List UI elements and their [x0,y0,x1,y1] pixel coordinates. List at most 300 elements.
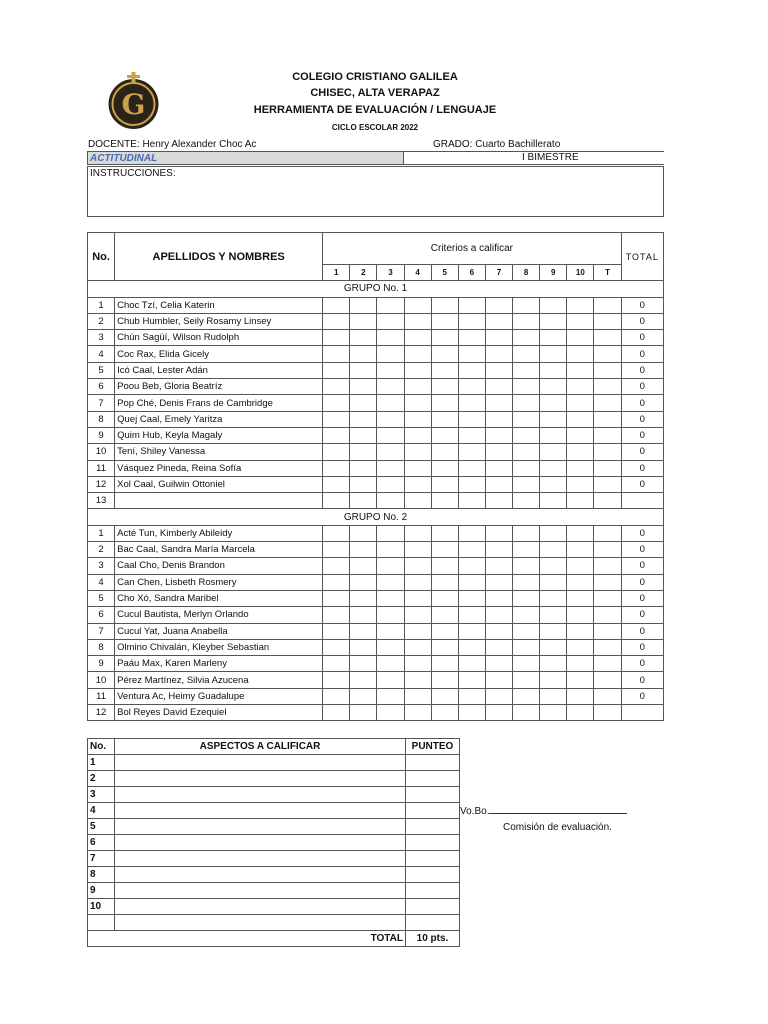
score-cell[interactable] [540,639,567,655]
aspect-score[interactable] [406,867,460,883]
score-cell[interactable] [458,411,485,427]
score-cell[interactable] [458,297,485,313]
aspect-score[interactable] [406,771,460,787]
score-cell[interactable] [567,558,594,574]
score-cell[interactable] [485,590,512,606]
score-cell[interactable] [458,672,485,688]
aspect-score[interactable] [406,803,460,819]
score-cell[interactable] [485,476,512,492]
score-cell[interactable] [513,346,540,362]
score-cell[interactable] [540,362,567,378]
score-cell[interactable] [377,395,404,411]
score-cell[interactable] [431,656,458,672]
score-cell[interactable] [404,623,431,639]
score-cell[interactable] [431,313,458,329]
score-cell[interactable] [431,672,458,688]
score-cell[interactable] [323,346,350,362]
score-cell[interactable] [323,607,350,623]
score-cell[interactable] [377,313,404,329]
score-cell[interactable] [404,672,431,688]
score-cell[interactable] [485,607,512,623]
score-cell[interactable] [404,590,431,606]
aspect-score[interactable] [406,883,460,899]
score-cell[interactable] [594,590,621,606]
score-cell[interactable] [458,444,485,460]
score-cell[interactable] [431,476,458,492]
score-cell[interactable] [431,705,458,721]
score-cell[interactable] [431,525,458,541]
score-cell[interactable] [485,558,512,574]
score-cell[interactable] [594,574,621,590]
score-cell[interactable] [567,395,594,411]
score-cell[interactable] [567,297,594,313]
score-cell[interactable] [567,379,594,395]
score-cell[interactable] [594,639,621,655]
score-cell[interactable] [594,411,621,427]
score-cell[interactable] [323,558,350,574]
score-cell[interactable] [377,493,404,509]
score-cell[interactable] [513,297,540,313]
score-cell[interactable] [485,623,512,639]
score-cell[interactable] [350,476,377,492]
score-cell[interactable] [431,542,458,558]
aspect-score[interactable] [406,819,460,835]
score-cell[interactable] [323,411,350,427]
score-cell[interactable] [431,460,458,476]
score-cell[interactable] [350,297,377,313]
score-cell[interactable] [323,379,350,395]
score-cell[interactable] [404,476,431,492]
score-cell[interactable] [323,639,350,655]
score-cell[interactable] [350,346,377,362]
score-cell[interactable] [458,493,485,509]
score-cell[interactable] [485,656,512,672]
score-cell[interactable] [540,558,567,574]
score-cell[interactable] [404,330,431,346]
score-cell[interactable] [540,574,567,590]
score-cell[interactable] [540,688,567,704]
score-cell[interactable] [485,379,512,395]
score-cell[interactable] [404,297,431,313]
score-cell[interactable] [567,607,594,623]
score-cell[interactable] [377,558,404,574]
score-cell[interactable] [431,297,458,313]
score-cell[interactable] [540,427,567,443]
score-cell[interactable] [513,460,540,476]
score-cell[interactable] [323,395,350,411]
score-cell[interactable] [431,346,458,362]
score-cell[interactable] [485,313,512,329]
score-cell[interactable] [485,542,512,558]
score-cell[interactable] [377,525,404,541]
score-cell[interactable] [567,688,594,704]
score-cell[interactable] [567,411,594,427]
score-cell[interactable] [458,688,485,704]
aspect-score[interactable] [406,835,460,851]
score-cell[interactable] [323,444,350,460]
score-cell[interactable] [540,411,567,427]
score-cell[interactable] [350,558,377,574]
score-cell[interactable] [513,444,540,460]
score-cell[interactable] [431,493,458,509]
score-cell[interactable] [404,411,431,427]
score-cell[interactable] [458,639,485,655]
score-cell[interactable] [350,362,377,378]
score-cell[interactable] [377,346,404,362]
score-cell[interactable] [485,330,512,346]
score-cell[interactable] [458,542,485,558]
score-cell[interactable] [350,395,377,411]
score-cell[interactable] [458,705,485,721]
score-cell[interactable] [567,346,594,362]
score-cell[interactable] [404,346,431,362]
score-cell[interactable] [458,313,485,329]
aspect-description[interactable] [115,851,406,867]
aspect-description[interactable] [115,883,406,899]
score-cell[interactable] [513,525,540,541]
score-cell[interactable] [323,525,350,541]
score-cell[interactable] [458,362,485,378]
score-cell[interactable] [350,607,377,623]
score-cell[interactable] [431,688,458,704]
score-cell[interactable] [567,362,594,378]
score-cell[interactable] [485,411,512,427]
score-cell[interactable] [540,493,567,509]
aspect-description[interactable] [115,803,406,819]
score-cell[interactable] [431,395,458,411]
score-cell[interactable] [485,493,512,509]
score-cell[interactable] [323,656,350,672]
score-cell[interactable] [485,427,512,443]
score-cell[interactable] [377,639,404,655]
score-cell[interactable] [377,460,404,476]
score-cell[interactable] [404,525,431,541]
score-cell[interactable] [377,476,404,492]
score-cell[interactable] [513,688,540,704]
score-cell[interactable] [540,672,567,688]
score-cell[interactable] [323,672,350,688]
score-cell[interactable] [540,590,567,606]
score-cell[interactable] [567,590,594,606]
score-cell[interactable] [540,476,567,492]
score-cell[interactable] [485,672,512,688]
score-cell[interactable] [567,542,594,558]
score-cell[interactable] [431,607,458,623]
score-cell[interactable] [458,379,485,395]
score-cell[interactable] [458,427,485,443]
score-cell[interactable] [458,476,485,492]
score-cell[interactable] [431,558,458,574]
score-cell[interactable] [540,444,567,460]
score-cell[interactable] [594,444,621,460]
score-cell[interactable] [377,688,404,704]
score-cell[interactable] [431,411,458,427]
score-cell[interactable] [540,330,567,346]
student-number: 4 [88,574,115,590]
aspect-description[interactable] [115,787,406,803]
score-cell[interactable] [513,379,540,395]
score-cell[interactable] [594,395,621,411]
aspect-description[interactable] [115,819,406,835]
score-cell[interactable] [431,427,458,443]
score-cell[interactable] [594,297,621,313]
score-cell[interactable] [404,639,431,655]
score-cell[interactable] [485,688,512,704]
score-cell[interactable] [350,574,377,590]
score-cell[interactable] [350,623,377,639]
score-cell[interactable] [431,379,458,395]
score-cell[interactable] [350,525,377,541]
score-cell[interactable] [323,590,350,606]
score-cell[interactable] [350,656,377,672]
score-cell[interactable] [594,379,621,395]
score-cell[interactable] [513,656,540,672]
score-cell[interactable] [567,460,594,476]
score-cell[interactable] [485,297,512,313]
score-cell[interactable] [458,395,485,411]
score-cell[interactable] [594,607,621,623]
score-cell[interactable] [485,574,512,590]
score-cell[interactable] [350,639,377,655]
score-cell[interactable] [513,623,540,639]
score-cell[interactable] [485,705,512,721]
score-cell[interactable] [323,493,350,509]
score-cell[interactable] [431,574,458,590]
score-cell[interactable] [540,379,567,395]
score-cell[interactable] [350,672,377,688]
score-cell[interactable] [594,558,621,574]
aspect-description[interactable] [115,835,406,851]
score-cell[interactable] [594,493,621,509]
score-cell[interactable] [431,362,458,378]
score-cell[interactable] [485,346,512,362]
score-cell[interactable] [404,705,431,721]
score-cell[interactable] [540,460,567,476]
score-cell[interactable] [594,346,621,362]
score-cell[interactable] [323,476,350,492]
score-cell[interactable] [513,639,540,655]
score-cell[interactable] [458,330,485,346]
score-cell[interactable] [404,379,431,395]
score-cell[interactable] [594,623,621,639]
score-cell[interactable] [594,427,621,443]
score-cell[interactable] [404,444,431,460]
score-cell[interactable] [431,444,458,460]
score-cell[interactable] [377,330,404,346]
score-cell[interactable] [594,688,621,704]
score-cell[interactable] [485,460,512,476]
aspect-score[interactable] [406,899,460,915]
score-cell[interactable] [540,542,567,558]
score-cell[interactable] [567,476,594,492]
score-cell[interactable] [350,542,377,558]
score-cell[interactable] [431,590,458,606]
score-cell[interactable] [350,460,377,476]
score-cell[interactable] [377,444,404,460]
score-cell[interactable] [567,623,594,639]
score-cell[interactable] [540,623,567,639]
score-cell[interactable] [431,639,458,655]
score-cell[interactable] [323,427,350,443]
score-cell[interactable] [458,460,485,476]
score-cell[interactable] [404,493,431,509]
score-cell[interactable] [513,558,540,574]
score-cell[interactable] [594,656,621,672]
score-cell[interactable] [377,623,404,639]
score-cell[interactable] [377,607,404,623]
score-cell[interactable] [594,313,621,329]
score-cell[interactable] [377,362,404,378]
score-cell[interactable] [404,688,431,704]
aspect-score[interactable] [406,851,460,867]
score-cell[interactable] [323,542,350,558]
score-cell[interactable] [567,656,594,672]
score-cell[interactable] [377,574,404,590]
score-cell[interactable] [513,705,540,721]
score-cell[interactable] [377,542,404,558]
score-cell[interactable] [458,590,485,606]
score-cell[interactable] [404,558,431,574]
score-cell[interactable] [594,542,621,558]
score-cell[interactable] [540,525,567,541]
aspect-description[interactable] [115,755,406,771]
score-cell[interactable] [323,705,350,721]
aspect-score[interactable] [406,915,460,931]
score-cell[interactable] [513,427,540,443]
score-cell[interactable] [567,493,594,509]
score-cell[interactable] [323,313,350,329]
score-cell[interactable] [567,330,594,346]
score-cell[interactable] [404,542,431,558]
score-cell[interactable] [350,379,377,395]
aspect-description[interactable] [115,771,406,787]
score-cell[interactable] [458,574,485,590]
score-cell[interactable] [323,623,350,639]
score-cell[interactable] [323,460,350,476]
score-cell[interactable] [323,297,350,313]
score-cell[interactable] [377,656,404,672]
aspect-description[interactable] [115,915,406,931]
score-cell[interactable] [567,525,594,541]
score-cell[interactable] [404,574,431,590]
score-cell[interactable] [567,672,594,688]
score-cell[interactable] [513,313,540,329]
score-cell[interactable] [513,395,540,411]
score-cell[interactable] [485,639,512,655]
score-cell[interactable] [458,656,485,672]
score-cell[interactable] [594,672,621,688]
score-cell[interactable] [431,623,458,639]
score-cell[interactable] [350,313,377,329]
score-cell[interactable] [377,297,404,313]
score-cell[interactable] [323,362,350,378]
score-cell[interactable] [567,574,594,590]
aspect-description[interactable] [115,867,406,883]
score-cell[interactable] [594,525,621,541]
score-cell[interactable] [404,460,431,476]
score-cell[interactable] [350,705,377,721]
score-cell[interactable] [458,623,485,639]
score-cell[interactable] [350,330,377,346]
aspect-description[interactable] [115,899,406,915]
aspect-score[interactable] [406,755,460,771]
score-cell[interactable] [540,346,567,362]
score-cell[interactable] [404,427,431,443]
score-cell[interactable] [513,330,540,346]
score-cell[interactable] [513,542,540,558]
score-cell[interactable] [513,672,540,688]
score-cell[interactable] [485,362,512,378]
score-cell[interactable] [377,427,404,443]
score-cell[interactable] [540,297,567,313]
score-cell[interactable] [567,444,594,460]
score-cell[interactable] [540,656,567,672]
aspect-row [88,771,460,787]
score-cell[interactable] [567,705,594,721]
score-cell[interactable] [513,362,540,378]
score-cell[interactable] [540,705,567,721]
score-cell[interactable] [567,639,594,655]
score-cell[interactable] [404,607,431,623]
score-cell[interactable] [513,411,540,427]
score-cell[interactable] [404,362,431,378]
score-cell[interactable] [513,476,540,492]
aspect-score[interactable] [406,787,460,803]
score-cell[interactable] [513,590,540,606]
score-cell[interactable] [540,607,567,623]
score-cell[interactable] [350,411,377,427]
student-name: Ventura Ac, Heimy Guadalupe [115,688,323,704]
score-cell[interactable] [404,395,431,411]
score-cell[interactable] [594,476,621,492]
score-cell[interactable] [350,688,377,704]
score-cell[interactable] [594,330,621,346]
score-cell[interactable] [377,672,404,688]
score-cell[interactable] [350,427,377,443]
score-cell[interactable] [458,525,485,541]
score-cell[interactable] [567,313,594,329]
score-cell[interactable] [404,313,431,329]
score-cell[interactable] [350,444,377,460]
score-cell[interactable] [594,705,621,721]
score-cell[interactable] [323,688,350,704]
score-cell[interactable] [404,656,431,672]
score-cell[interactable] [377,705,404,721]
score-cell[interactable] [377,411,404,427]
score-cell[interactable] [323,330,350,346]
score-cell[interactable] [458,558,485,574]
score-cell[interactable] [350,493,377,509]
score-cell[interactable] [485,395,512,411]
score-cell[interactable] [594,362,621,378]
score-cell[interactable] [485,525,512,541]
score-cell[interactable] [377,590,404,606]
score-cell[interactable] [540,395,567,411]
score-cell[interactable] [458,346,485,362]
score-cell[interactable] [594,460,621,476]
score-cell[interactable] [513,607,540,623]
score-cell[interactable] [458,607,485,623]
score-cell[interactable] [377,379,404,395]
score-cell[interactable] [513,574,540,590]
score-cell[interactable] [513,493,540,509]
score-cell[interactable] [567,427,594,443]
score-cell[interactable] [350,590,377,606]
score-cell[interactable] [323,574,350,590]
score-cell[interactable] [485,444,512,460]
score-cell[interactable] [431,330,458,346]
score-cell[interactable] [540,313,567,329]
